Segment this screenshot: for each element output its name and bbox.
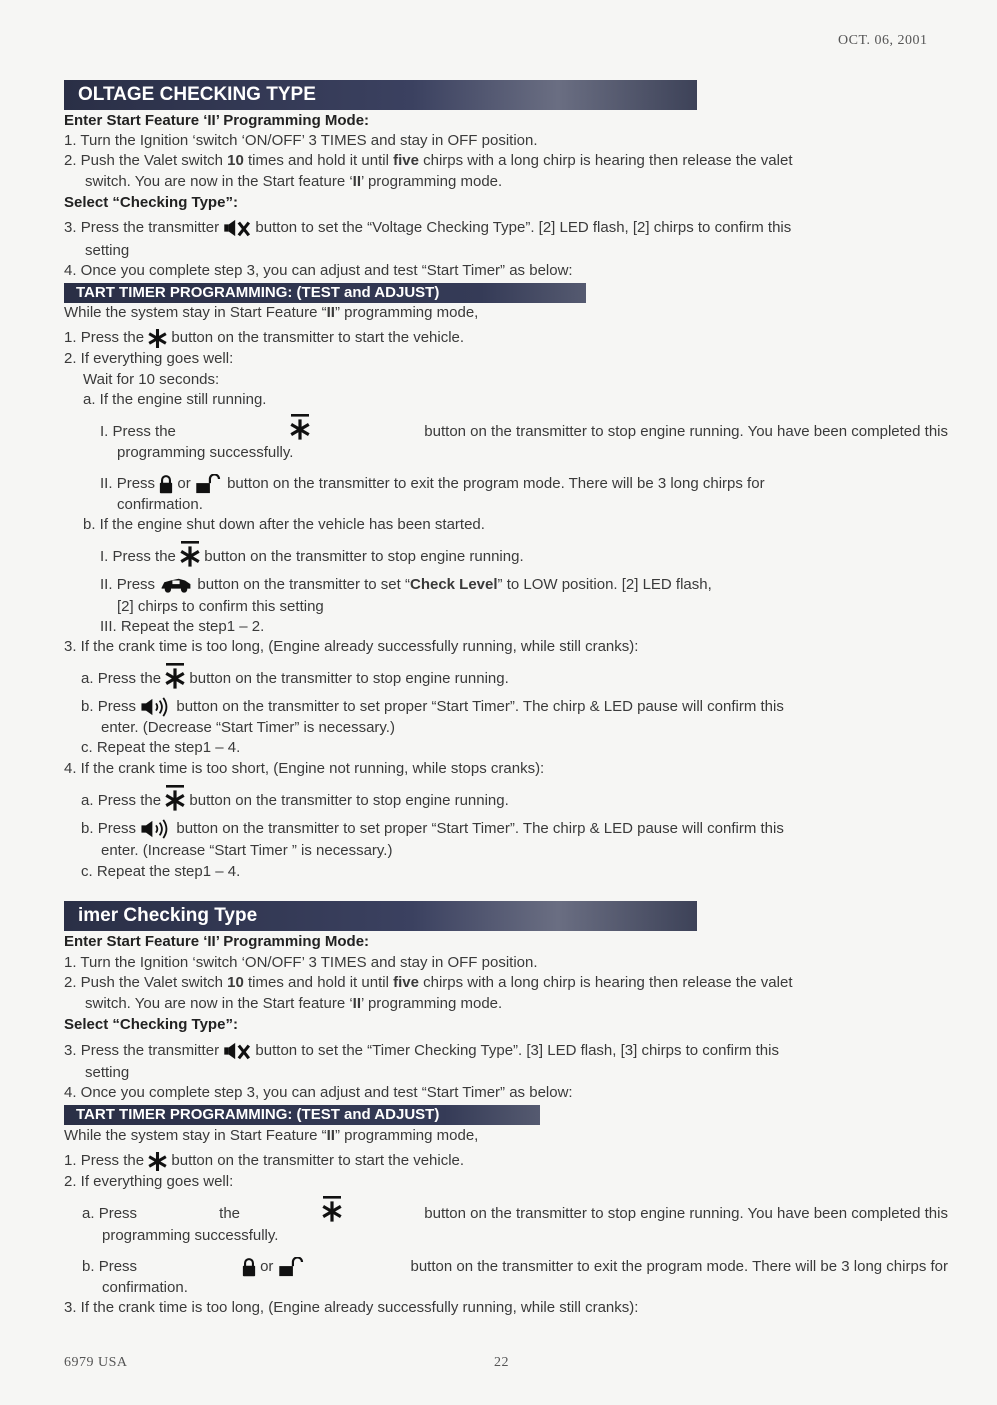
step-3-b: b. Press button on the transmitter to set proper “Start Timer”. The chirp & LED pause will confirm this — [81, 697, 784, 717]
step-3-b-cont: enter. (Decrease “Start Timer” is necessary.) — [101, 719, 395, 736]
step-1: 1. Turn the Ignition ‘switch ‘ON/OFF’ 3 TIMES and stay in OFF position. — [64, 954, 538, 971]
case-b-i: I. Press the button on the transmitter to stop engine running. — [100, 547, 524, 567]
unlock-icon — [195, 474, 223, 494]
prog-step-2: 2. If everything goes well: — [64, 350, 234, 367]
prog-step-1: 1. Press the button on the transmitter to start the vehicle. — [64, 1152, 465, 1169]
case-b: b. Press or button on the transmitter to exit the program mode. There will be 3 long chirps for — [82, 1257, 948, 1277]
while-line: While the system stay in Start Feature “II” programming mode, — [64, 304, 479, 321]
prog-step-4: 4. If the crank time is too short, (Engine not running, while stops cranks): — [64, 760, 545, 777]
case-a-cont: programming successfully. — [102, 1227, 279, 1244]
mute-icon — [223, 1041, 251, 1061]
step-4-c: c. Repeat the step1 – 4. — [81, 863, 241, 880]
asterisk-icon — [148, 329, 167, 348]
prog-step-3: 3. If the crank time is too long, (Engine already successfully running, while still cranks): — [64, 638, 639, 655]
step-4-b: b. Press button on the transmitter to set proper “Start Timer”. The chirp & LED pause will confirm this — [81, 819, 784, 839]
prog-step-2: 2. If everything goes well: — [64, 1173, 234, 1190]
unlock-icon — [278, 1257, 306, 1277]
speaker-icon — [140, 819, 172, 839]
step-3: 3. Press the transmitter button to set the “Voltage Checking Type”. [2] LED flash, [2] chirps to confirm this — [64, 218, 791, 238]
case-b-cont: confirmation. — [102, 1279, 188, 1296]
case-b-iii: III. Repeat the step1 – 2. — [100, 618, 265, 635]
case-b-ii: II. Press button on the transmitter to set “Check Level” to LOW position. [2] LED flash, — [100, 576, 712, 593]
asterisk-overbar-icon — [290, 414, 310, 442]
header-date: OCT. 06, 2001 — [838, 33, 928, 48]
prog-step-3: 3. If the crank time is too long, (Engine already successfully running, while still cranks): — [64, 1299, 639, 1316]
lock-icon — [159, 474, 173, 494]
wait-line: Wait for 10 seconds: — [83, 371, 220, 388]
speaker-icon — [140, 697, 172, 717]
step-2: 2. Push the Valet switch 10 times and hold it until five chirps with a long chirp is hearing then release the valet — [64, 974, 793, 991]
case-b: b. If the engine shut down after the vehicle has been started. — [83, 516, 485, 533]
case-a: a. If the engine still running. — [83, 391, 267, 408]
timer-title-2: TART TIMER PROGRAMMING: (TEST and ADJUST) — [64, 1105, 540, 1125]
case-a-i: I. Press the button on the transmitter to stop engine running. You have been completed this — [100, 422, 948, 442]
case-a-i-cont: programming successfully. — [117, 444, 294, 461]
select-heading: Select “Checking Type”: — [64, 194, 238, 211]
footer-model: 6979 USA — [64, 1355, 128, 1370]
page-number: 22 — [494, 1355, 509, 1370]
step-3-cont: setting — [85, 1064, 130, 1081]
asterisk-overbar-icon — [165, 785, 185, 811]
section-title-timer: imer Checking Type — [64, 901, 697, 931]
lock-icon — [242, 1257, 256, 1277]
section-title-voltage: OLTAGE CHECKING TYPE — [64, 80, 697, 110]
asterisk-overbar-icon — [322, 1196, 342, 1224]
enter-mode-heading: Enter Start Feature ‘II’ Programming Mode: — [64, 933, 370, 950]
while-line: While the system stay in Start Feature “II” programming mode, — [64, 1127, 479, 1144]
step-4-a: a. Press the button on the transmitter to stop engine running. — [81, 791, 509, 811]
case-a: a. Press the button on the transmitter to stop engine running. You have been completed this — [82, 1204, 948, 1224]
step-2: 2. Push the Valet switch 10 times and hold it until five chirps with a long chirp is hearing then release the valet — [64, 152, 793, 169]
asterisk-icon — [148, 1152, 167, 1171]
timer-title-1: TART TIMER PROGRAMMING: (TEST and ADJUST) — [64, 283, 586, 303]
step-4: 4. Once you complete step 3, you can adjust and test “Start Timer” as below: — [64, 262, 573, 279]
step-2-cont: switch. You are now in the Start feature ‘II’ programming mode. — [85, 173, 503, 190]
car-icon — [159, 576, 193, 594]
step-4: 4. Once you complete step 3, you can adjust and test “Start Timer” as below: — [64, 1084, 573, 1101]
step-2-cont: switch. You are now in the Start feature ‘II’ programming mode. — [85, 995, 503, 1012]
step-1: 1. Turn the Ignition ‘switch ‘ON/OFF’ 3 TIMES and stay in OFF position. — [64, 132, 538, 149]
case-a-ii-cont: confirmation. — [117, 496, 203, 513]
mute-icon — [223, 218, 251, 238]
prog-step-1: 1. Press the button on the transmitter to start the vehicle. — [64, 329, 465, 346]
select-heading: Select “Checking Type”: — [64, 1016, 238, 1033]
case-b-ii-cont: [2] chirps to confirm this setting — [117, 598, 324, 615]
step-3-cont: setting — [85, 242, 130, 259]
step-3: 3. Press the transmitter button to set the “Timer Checking Type”. [3] LED flash, [3] chirps to confirm this — [64, 1041, 779, 1061]
step-3-a: a. Press the button on the transmitter to stop engine running. — [81, 669, 509, 689]
enter-mode-heading: Enter Start Feature ‘II’ Programming Mode: — [64, 112, 370, 129]
step-4-b-cont: enter. (Increase “Start Timer ” is necessary.) — [101, 842, 393, 859]
step-3-c: c. Repeat the step1 – 4. — [81, 739, 241, 756]
asterisk-overbar-icon — [165, 663, 185, 689]
asterisk-overbar-icon — [180, 541, 200, 567]
case-a-ii: II. Press or button on the transmitter to exit the program mode. There will be 3 long chirps for — [100, 474, 765, 494]
